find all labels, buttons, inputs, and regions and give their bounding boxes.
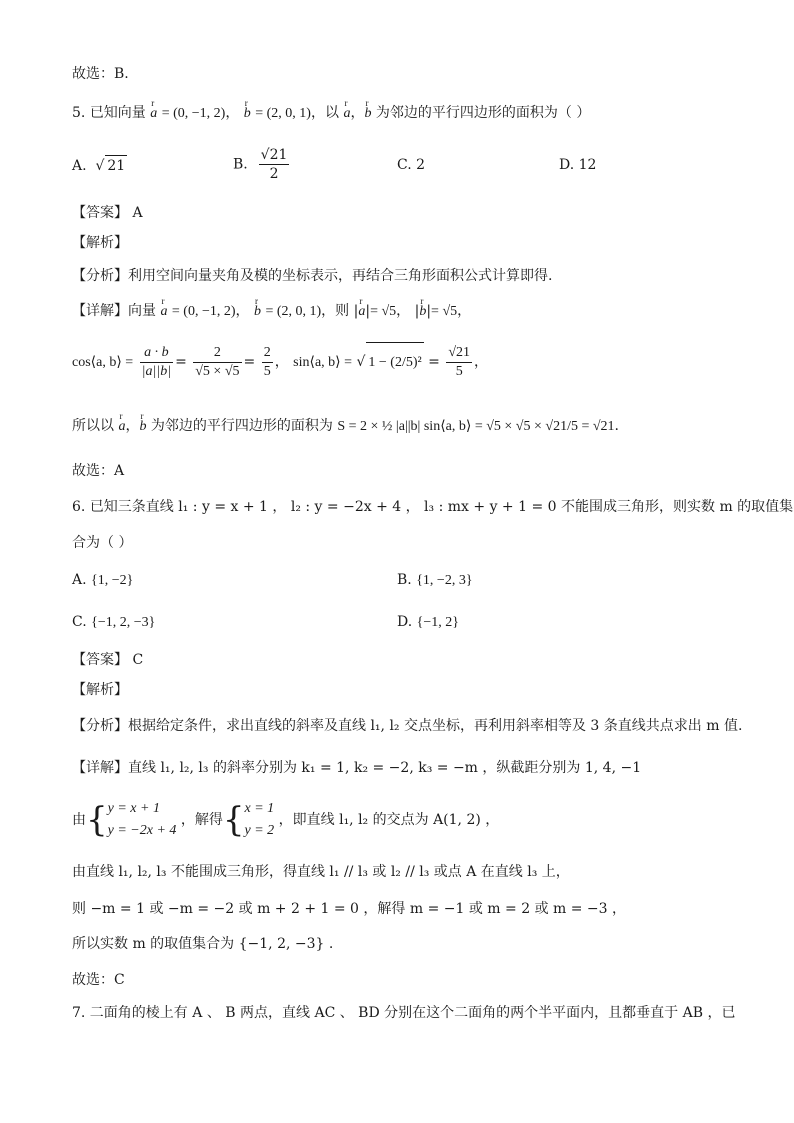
q5-option-c: C. 2 <box>397 157 426 173</box>
q6-stem-line2: 合为（ ） <box>72 535 133 551</box>
q6-set: 所以实数 m 的取值集合为 {−1, 2, −3} . <box>72 936 334 952</box>
q5-analysis-tag: 【解析】 <box>72 235 128 251</box>
q6-option-c: C. {−1, 2, −3} <box>72 614 156 630</box>
q6-option-b: B. {1, −2, 3} <box>397 572 473 588</box>
q5-fenxi: 【分析】利用空间向量夹角及模的坐标表示，再结合三角形面积公式计算即得. <box>72 268 553 284</box>
q6-stem-line1: 6. 已知三条直线 l₁ : y = x + 1 ， l₂ : y = −2x + 4 ， l₃ : mx + y + 1 = 0 不能围成三角形，则实数 m 的取值集 <box>72 499 794 515</box>
q5-option-b: B. $\frac{√21}{2}$ <box>233 147 288 182</box>
q5-stem: 5. 已知向量 r a = (0, −1, 2)， r b = (2, 0, 1)，以 r a，r b 为邻边的平行四边形的面积为（ ） <box>72 103 590 124</box>
q5-answer: 【答案】 A <box>72 205 143 221</box>
q6-answer: 【答案】 C <box>72 652 144 668</box>
q4-choice: 故选：B. <box>72 66 129 82</box>
q5-option-d: D. 12 <box>559 157 597 173</box>
q5-option-a: A. √ 21 <box>72 155 127 176</box>
q6-condition: 由直线 l₁, l₂, l₃ 不能围成三角形，得直线 l₁ // l₃ 或 l₂ // l₃ 或点 A 在直线 l₃ 上， <box>72 864 570 880</box>
q5-cos-sin: cos⟨a, b⟩ = $\frac{a \cdot b}{|a||b|}$ = $\frac{2}{√5 \times √5}$ = $\frac{2}{5}$ ， sin⟨a, b⟩ = √ 1 − (2/5)² = $\frac{√21}{5}$ ， <box>72 342 488 383</box>
q6-equations: 则 −m = 1 或 −m = −2 或 m + 2 + 1 = 0 ，解得 m = −1 或 m = 2 或 m = −3 ， <box>72 901 627 917</box>
q5-area: 所以以 r a，r b 为邻边的平行四边形的面积为 S = 2 × ½ |a||b| sin⟨a, b⟩ = √5 × √5 × √21/5 = √21. <box>72 416 619 437</box>
q6-system: 由{ y = x + 1 y = −2x + 4 ，解得{ x = 1 y = 2 ，即直线 l₁, l₂ 的交点为 A(1, 2) ， <box>72 800 500 840</box>
q7-stem: 7. 二面角的棱上有 A 、 B 两点，直线 AC 、 BD 分别在这个二面角的两个半平面内，且都垂直于 AB ，已 <box>72 1005 736 1021</box>
q6-option-d: D. {−1, 2} <box>397 614 459 630</box>
q5-choice: 故选：A <box>72 463 125 479</box>
q6-choice: 故选：C <box>72 972 125 988</box>
q5-xiangjie: 【详解】向量 r a = (0, −1, 2)， r b = (2, 0, 1)，则 |r a|= √5， |r b|= √5， <box>72 301 471 322</box>
q6-analysis-tag: 【解析】 <box>72 682 128 698</box>
q6-xiangjie: 【详解】直线 l₁, l₂, l₃ 的斜率分别为 k₁ = 1, k₂ = −2, k₃ = −m ，纵截距分别为 1, 4, −1 <box>72 760 642 776</box>
q6-fenxi: 【分析】根据给定条件，求出直线的斜率及直线 l₁, l₂ 交点坐标，再利用斜率相等及 3 条直线共点求出 m 值. <box>72 718 743 734</box>
q6-option-a: A. {1, −2} <box>72 572 134 588</box>
